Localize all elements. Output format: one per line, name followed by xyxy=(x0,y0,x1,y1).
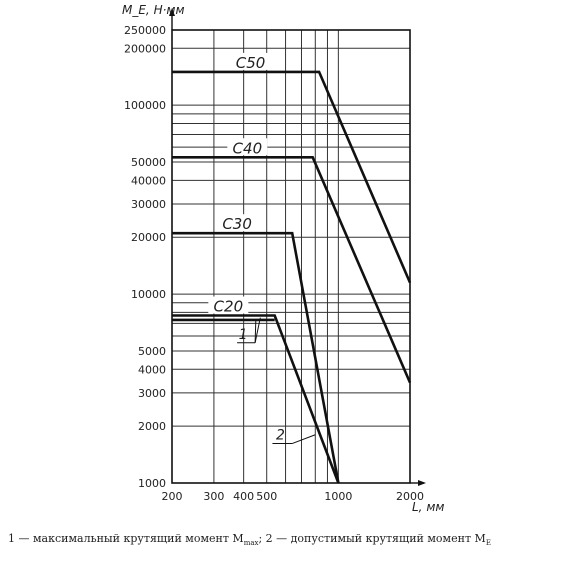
y-tick-label: 40000 xyxy=(131,174,166,188)
x-axis-arrow-head xyxy=(418,480,426,486)
callout-1-label: 1 xyxy=(238,326,248,343)
x-tick-label: 400 xyxy=(233,490,255,503)
x-tick-label: 500 xyxy=(256,490,278,503)
callout-2-label: 2 xyxy=(275,427,285,444)
chart-labels xyxy=(122,3,444,514)
y-tick-label: 2000 xyxy=(138,420,166,434)
y-axis-label: M_E, Н·мм xyxy=(122,3,185,17)
chart-series xyxy=(172,72,410,483)
series-label: C50 xyxy=(235,53,266,72)
x-tick-label: 200 xyxy=(161,490,183,503)
plot-frame xyxy=(172,30,410,483)
series-label: C40 xyxy=(232,139,263,158)
y-tick-label: 250000 xyxy=(124,24,166,37)
y-tick-label: 3000 xyxy=(138,386,166,400)
y-tick-label: 20000 xyxy=(131,231,166,245)
caption-part1-sub: max xyxy=(243,539,259,548)
caption-part1: 1 — максимальный крутящий момент M xyxy=(8,532,244,545)
x-tick-label: 1000 xyxy=(324,490,353,503)
series-label: C20 xyxy=(213,297,244,316)
y-tick-label: 4000 xyxy=(138,363,166,377)
chart-axes xyxy=(169,8,426,486)
series-line xyxy=(172,72,410,283)
callout-2-leader xyxy=(292,435,315,444)
y-tick-label: 50000 xyxy=(131,156,166,170)
y-tick-label: 5000 xyxy=(138,344,166,358)
y-tick-label: 30000 xyxy=(131,197,166,211)
y-tick-label: 1000 xyxy=(138,477,166,490)
x-tick-label: 2000 xyxy=(396,490,424,503)
callout-1-leader-b xyxy=(255,320,256,343)
series-label: C30 xyxy=(222,215,252,234)
chart-grid xyxy=(172,30,410,483)
x-axis-label: L, мм xyxy=(412,500,445,514)
series-line xyxy=(172,157,410,382)
caption-part2-sub: E xyxy=(485,539,491,548)
y-tick-label: 100000 xyxy=(124,99,166,113)
y-tick-label: 10000 xyxy=(131,288,166,302)
figure-caption xyxy=(8,532,562,547)
caption-part2: ; 2 — допустимый крутящий момент M xyxy=(258,532,486,545)
x-tick-label: 300 xyxy=(203,490,225,503)
series-line xyxy=(172,233,338,483)
y-tick-label: 200000 xyxy=(124,42,166,56)
